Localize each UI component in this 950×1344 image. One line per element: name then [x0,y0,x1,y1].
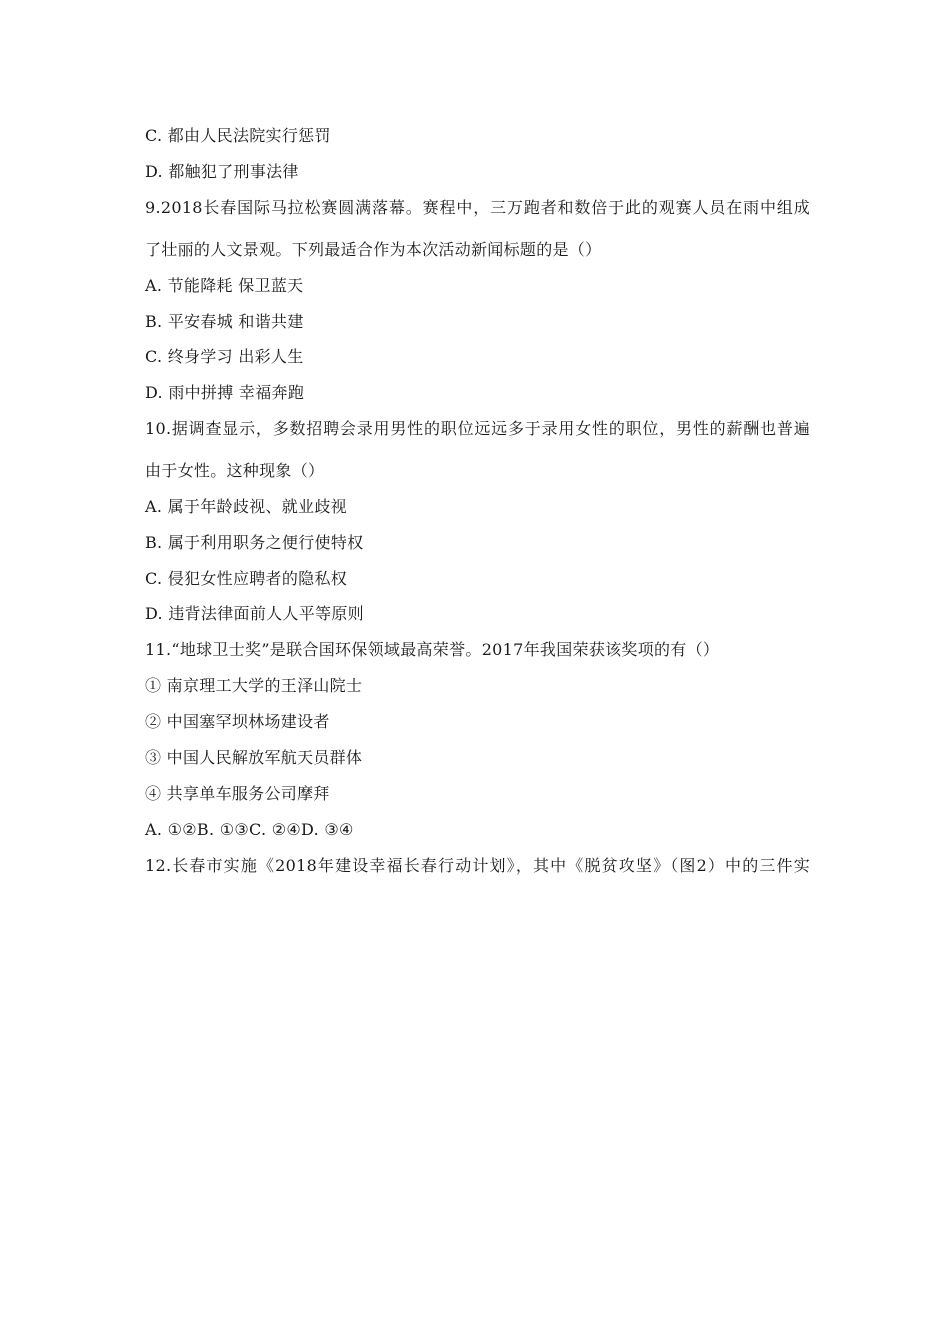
q9-option-d: D. 雨中拼搏 幸福奔跑 [145,383,305,402]
q10-stem-line-1: 10.据调查显示，多数招聘会录用男性的职位远远多于录用女性的职位，男性的薪酬也普遍 [145,419,810,438]
q11-item-4: ④ 共享单车服务公司摩拜 [145,784,330,803]
q11-options: A. ①②B. ①③C. ②④D. ③④ [145,820,354,839]
q11-item-2: ② 中国塞罕坝林场建设者 [145,712,330,731]
q9-option-b: B. 平安春城 和谐共建 [145,312,304,331]
q10-option-d: D. 违背法律面前人人平等原则 [145,604,364,623]
q10-option-b: B. 属于利用职务之便行使特权 [145,533,364,552]
q9-option-a: A. 节能降耗 保卫蓝天 [145,276,304,295]
q10-option-a: A. 属于年龄歧视、就业歧视 [145,497,347,516]
q11-item-1: ① 南京理工大学的王泽山院士 [145,676,363,695]
q10-option-c: C. 侵犯女性应聘者的隐私权 [145,569,348,588]
q9-stem-line-1: 9.2018长春国际马拉松赛圆满落幕。赛程中，三万跑者和数倍于此的观赛人员在雨中组成 [145,198,810,217]
q12-stem-line-1: 12.长春市实施《2018年建设幸福长春行动计划》，其中《脱贫攻坚》（图2）中的三件实 [145,856,810,875]
q11-stem: 11.“地球卫士奖”是联合国环保领域最高荣誉。2017年我国荣获该奖项的有（） [145,640,720,659]
q8-option-d: D. 都触犯了刑事法律 [145,162,299,181]
q8-option-c: C. 都由人民法院实行惩罚 [145,126,331,145]
q9-option-c: C. 终身学习 出彩人生 [145,347,304,366]
q10-stem-line-2: 由于女性。这种现象（） [145,461,325,480]
q9-stem-line-2: 了壮丽的人文景观。下列最适合作为本次活动新闻标题的是（） [145,240,602,259]
q11-item-3: ③ 中国人民解放军航天员群体 [145,748,363,767]
